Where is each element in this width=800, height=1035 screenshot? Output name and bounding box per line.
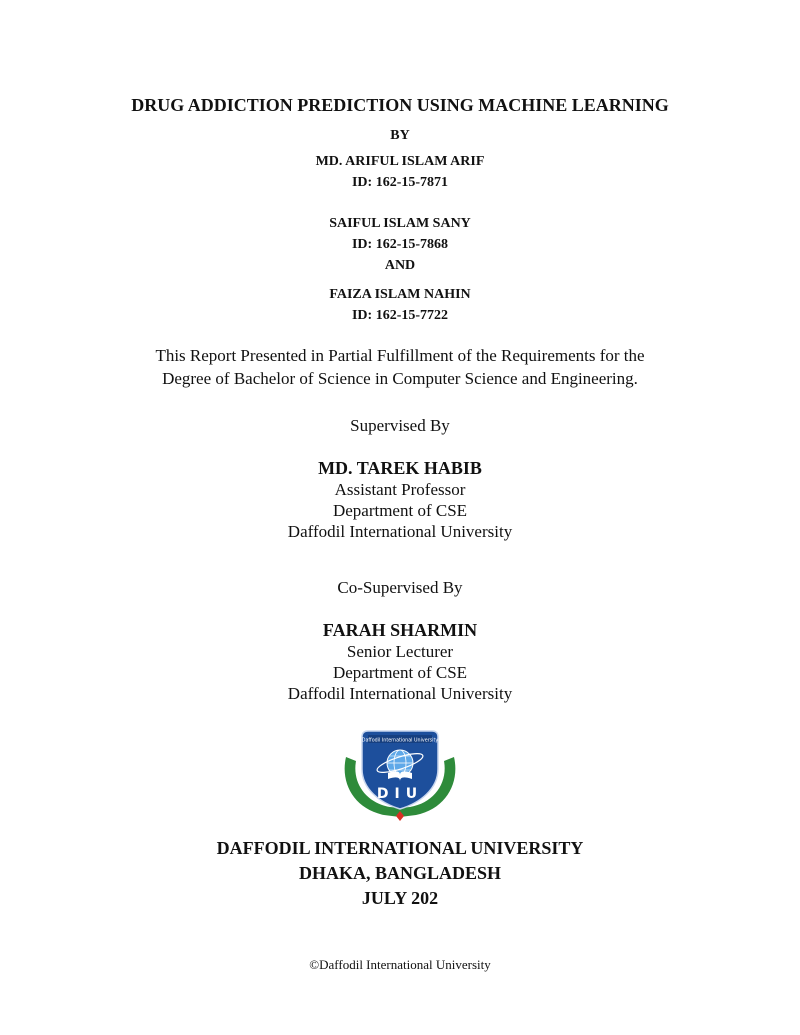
- supervisor-department: Department of CSE: [332, 501, 468, 520]
- report-date: JULY 202: [361, 888, 439, 908]
- supervisor-title: Assistant Professor: [334, 480, 466, 499]
- by-label: BY: [390, 128, 410, 143]
- supervised-by-label: Supervised By: [350, 416, 450, 435]
- report-title: DRUG ADDICTION PREDICTION USING MACHINE LEARNING: [131, 95, 669, 115]
- institution-name: DAFFODIL INTERNATIONAL UNIVERSITY: [216, 838, 584, 858]
- co-supervisor-name: FARAH SHARMIN: [322, 620, 478, 640]
- statement-line-2: Degree of Bachelor of Science in Computer Science and Engineering.: [162, 369, 638, 388]
- logo-letters: DIU: [376, 786, 424, 802]
- co-supervisor-title: Senior Lecturer: [346, 642, 454, 661]
- co-supervisor-department: Department of CSE: [332, 663, 468, 682]
- institution-location: DHAKA, BANGLADESH: [298, 863, 502, 883]
- co-supervised-by-label: Co-Supervised By: [337, 578, 463, 597]
- supervisor-name: MD. TAREK HABIB: [318, 458, 482, 478]
- author-2-name: SAIFUL ISLAM SANY: [329, 216, 471, 231]
- author-2-id: ID: 162-15-7868: [351, 237, 449, 252]
- statement-line-1: This Report Presented in Partial Fulfillment of the Requirements for the: [155, 346, 645, 365]
- logo-banner-text: Daffodil International University: [361, 738, 439, 744]
- co-supervisor-university: Daffodil International University: [287, 684, 513, 703]
- university-logo: [338, 723, 462, 823]
- author-3-id: ID: 162-15-7722: [351, 308, 449, 323]
- author-3-name: FAIZA ISLAM NAHIN: [329, 287, 471, 302]
- and-label: AND: [384, 258, 416, 273]
- copyright-footer: ©Daffodil International University: [309, 957, 491, 972]
- supervisor-university: Daffodil International University: [287, 522, 513, 541]
- author-1-name: MD. ARIFUL ISLAM ARIF: [315, 154, 485, 169]
- author-1-id: ID: 162-15-7871: [351, 175, 449, 190]
